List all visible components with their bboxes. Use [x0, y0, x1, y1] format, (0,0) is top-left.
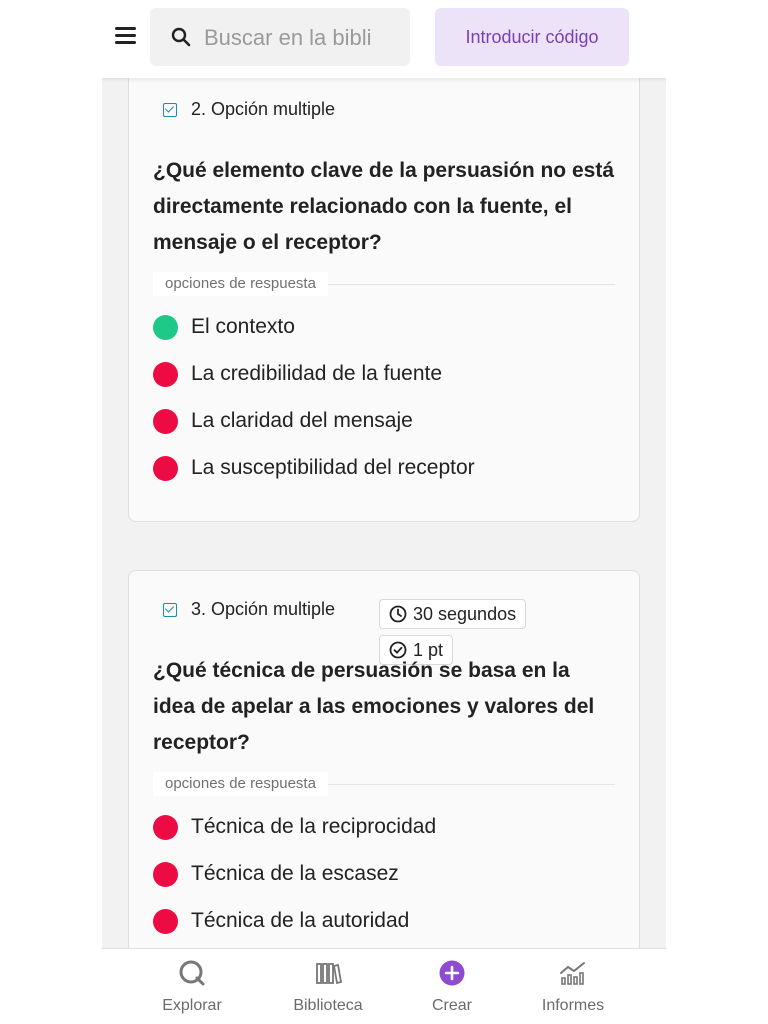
search-input[interactable] — [202, 20, 402, 56]
top-header — [102, 0, 666, 78]
answer-option-text: El contexto — [191, 315, 295, 338]
answer-option-text: La claridad del mensaje — [191, 409, 413, 432]
question-type-label: 3. Opción multiple — [191, 599, 336, 619]
nav-label: Crear — [431, 997, 472, 1014]
nav-label: Explorar — [162, 997, 222, 1014]
answer-option[interactable] — [153, 906, 409, 936]
answer-option-text: Técnica de la escasez — [191, 862, 399, 885]
answer-option-text: Técnica de la autoridad — [191, 909, 410, 932]
time-label: 30 segundos — [413, 603, 517, 624]
incorrect-dot-icon — [153, 862, 178, 887]
incorrect-dot-icon — [153, 815, 178, 840]
question-type — [163, 99, 335, 120]
question-type-label: 2. Opción multiple — [191, 99, 336, 119]
search-icon — [170, 26, 192, 48]
incorrect-dot-icon — [153, 362, 178, 387]
time-badge — [379, 599, 526, 629]
answer-options-divider — [153, 772, 615, 796]
reports-icon — [559, 959, 587, 987]
answer-options-label: opciones de respuesta — [153, 272, 328, 296]
create-icon — [438, 959, 466, 987]
incorrect-dot-icon — [153, 456, 178, 481]
answer-option-text: Técnica de la reciprocidad — [191, 815, 437, 838]
answer-option[interactable] — [153, 859, 399, 889]
question-card-2 — [128, 50, 640, 522]
explore-icon — [178, 959, 206, 987]
question-type — [163, 599, 335, 620]
question-text: ¿Qué técnica de persuasión se basa en la idea de apelar a las emociones y valores del receptor? — [153, 659, 595, 754]
answer-option-text: La credibilidad de la fuente — [191, 362, 443, 385]
nav-item-explore[interactable] — [137, 959, 247, 1019]
correct-dot-icon — [153, 315, 178, 340]
answer-option[interactable] — [153, 312, 295, 342]
app — [102, 0, 666, 1024]
nav-item-reports[interactable] — [518, 959, 628, 1019]
nav-label: Informes — [541, 997, 605, 1014]
answer-option[interactable] — [153, 812, 436, 842]
bottom-nav — [102, 948, 666, 1024]
incorrect-dot-icon — [153, 909, 178, 934]
points-label: 1 pt — [413, 639, 444, 660]
question-text: ¿Qué elemento clave de la persuasión no está directamente relacionado con la fuente, el mensaje o el receptor? — [153, 159, 614, 254]
question-card-3 — [128, 570, 640, 990]
search-box — [150, 8, 410, 66]
checkbox-icon — [163, 103, 177, 117]
answer-option-text: La susceptibilidad del receptor — [191, 456, 475, 479]
answer-option[interactable] — [153, 359, 442, 389]
hamburger-menu-icon[interactable] — [112, 22, 138, 50]
answer-options-divider — [153, 272, 615, 296]
incorrect-dot-icon — [153, 409, 178, 434]
answer-option[interactable] — [153, 406, 413, 436]
checkbox-icon — [163, 603, 177, 617]
nav-item-create[interactable] — [397, 959, 507, 1019]
nav-label: Biblioteca — [293, 997, 363, 1014]
clock-icon — [389, 605, 407, 623]
enter-code-button[interactable]: Introducir código — [435, 8, 629, 66]
library-icon — [314, 959, 342, 987]
answer-options-label: opciones de respuesta — [153, 772, 328, 796]
answer-option[interactable] — [153, 453, 475, 483]
nav-item-library[interactable] — [273, 959, 383, 1019]
